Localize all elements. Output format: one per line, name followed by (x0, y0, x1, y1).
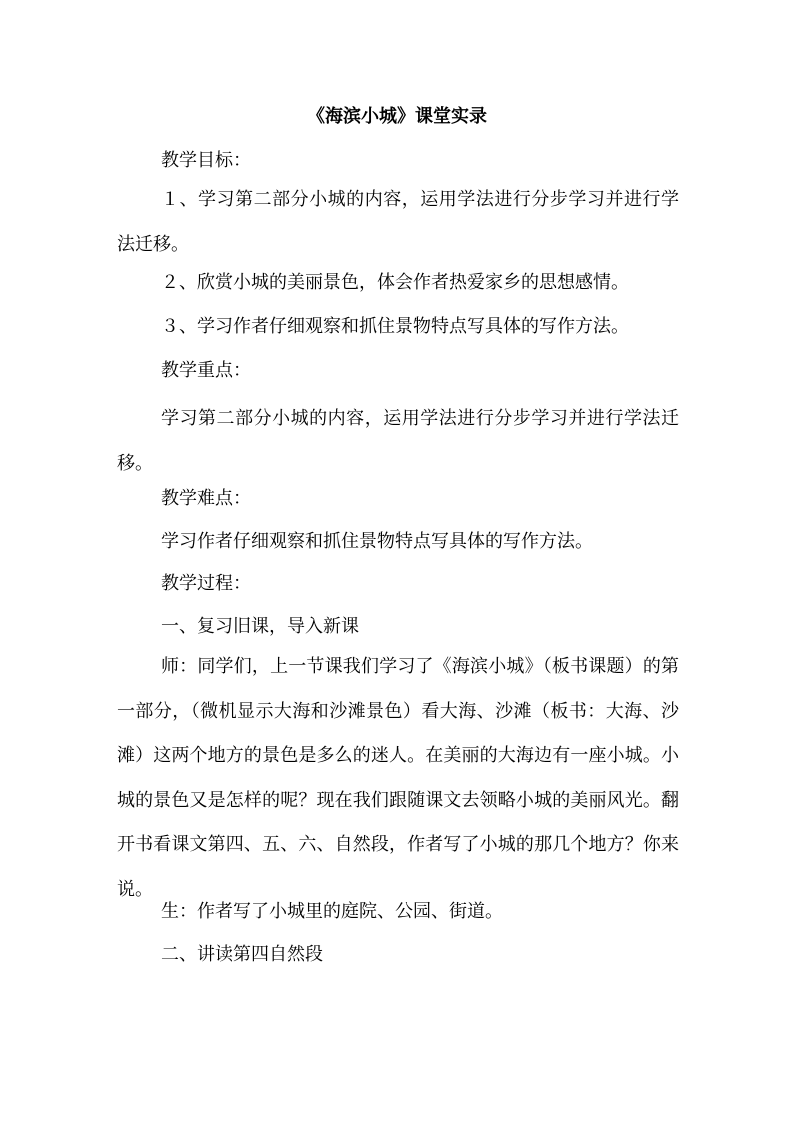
document-title: 《海滨小城》课堂实录 (307, 106, 487, 127)
teacher-paragraph: 师：同学们，上一节课我们学习了《海滨小城》（板书课题）的第一部分，（微机显示大海和沙滩景色）看大海、沙滩（板书：大海、沙滩）这两个地方的景色是多么的迷人。在美丽的大海边有一座小城。小城的景色又是怎样的呢？现在我们跟随课文去领略小城的美丽风光。翻开书看课文第四、五、六、自然段，作者写了小城的那几个地方？你来说。 (117, 656, 679, 900)
section-2-heading: 二、讲读第四自然段 (161, 944, 323, 965)
objective-2: ２、欣赏小城的美丽景色，体会作者热爱家乡的思想感情。 (161, 272, 629, 293)
objectives-heading: 教学目标： (161, 150, 251, 171)
student-answer: 生：作者写了小城里的庭院、公园、街道。 (161, 901, 503, 922)
section-1-heading: 一、复习旧课，导入新课 (161, 616, 359, 637)
difficulty-text: 学习作者仔细观察和抓住景物特点写具体的写作方法。 (161, 531, 593, 552)
process-heading: 教学过程： (161, 573, 251, 594)
objective-1: １、学习第二部分小城的内容，运用学法进行分步学习并进行学法迁移。 (117, 189, 679, 255)
objective-3: ３、学习作者仔细观察和抓住景物特点写具体的写作方法。 (161, 316, 629, 337)
key-points-text: 学习第二部分小城的内容，运用学法进行分步学习并进行学法迁移。 (117, 408, 679, 474)
difficulty-heading: 教学难点： (161, 488, 251, 509)
key-points-heading: 教学重点： (161, 360, 251, 381)
